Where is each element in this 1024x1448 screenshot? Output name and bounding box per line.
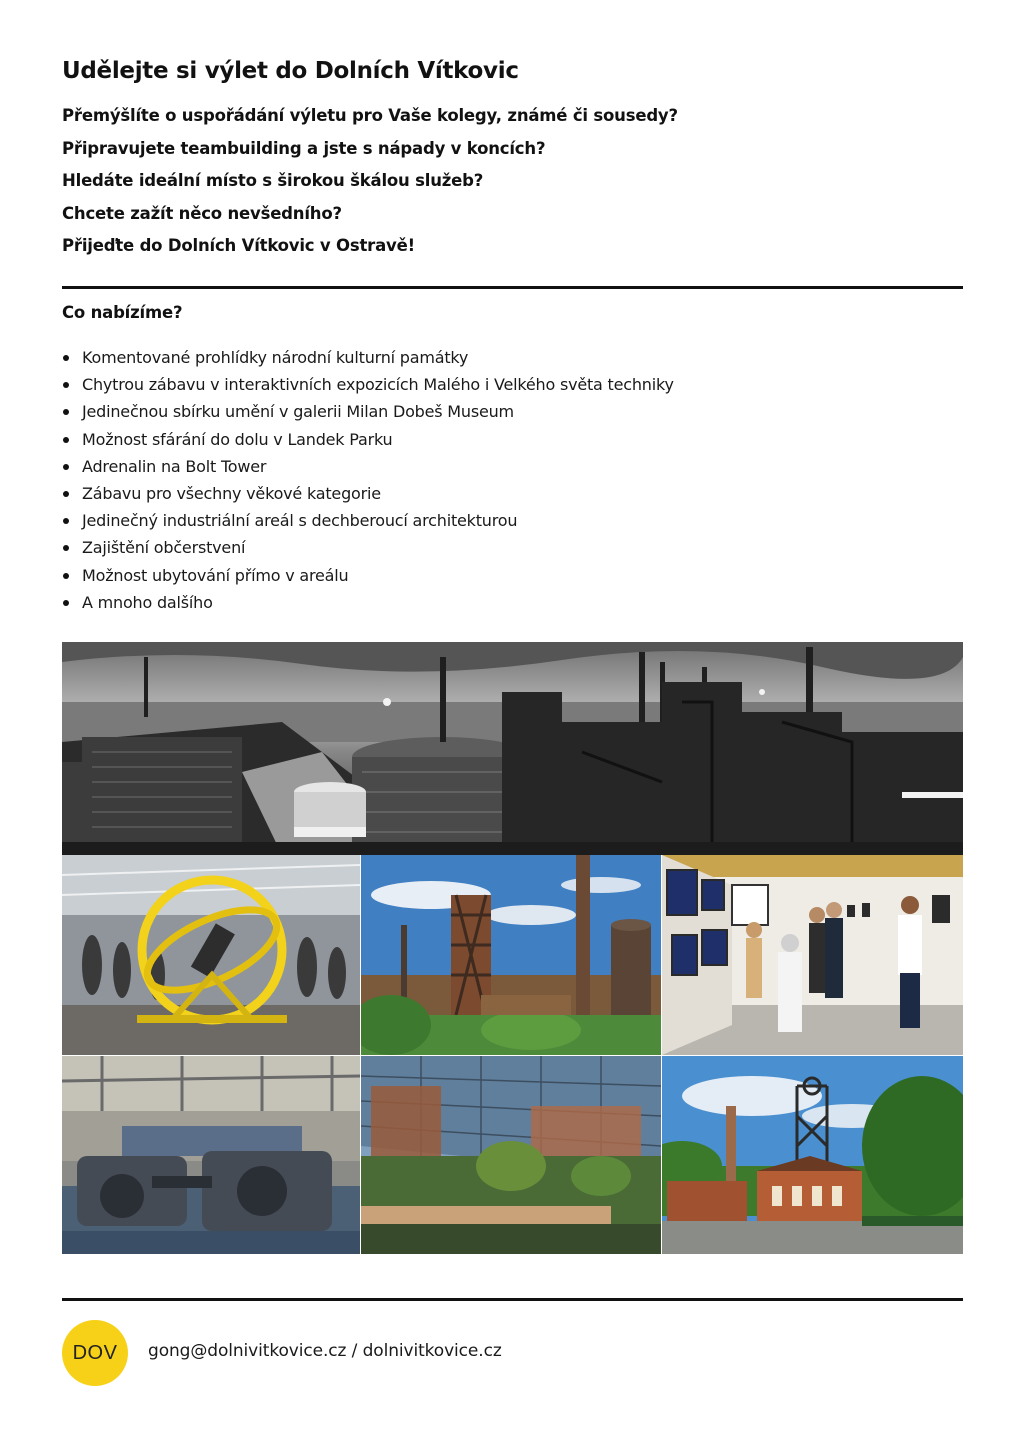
offer-heading: Co nabízíme? [62,303,183,322]
contact-separator: / [346,1341,363,1361]
divider-top [62,286,963,289]
list-item: Možnost sfárání do dolu v Landek Parku [62,428,674,455]
page-title: Udělejte si výlet do Dolních Vítkovic [62,58,519,84]
list-item: Komentované prohlídky národní kulturní památky [62,346,674,373]
machine-hall-photo [62,1056,360,1254]
list-item: Možnost ubytování přímo v areálu [62,564,674,591]
science-center-photo [62,855,360,1055]
list-item: A mnoho dalšího [62,591,674,618]
logo-text: DOV [72,1341,118,1364]
blast-furnace-photo [361,855,661,1055]
list-item: Jedinečný industriální areál s dechberoucí architekturou [62,509,674,536]
landek-park-photo [662,1056,963,1254]
intro-line: Chcete zažít něco nevšedního? [62,203,342,223]
flyer-page [62,0,963,1448]
gallery-photo [662,855,963,1055]
intro-questions [62,104,678,267]
intro-line: Přemýšlíte o uspořádání výletu pro Vaše kolegy, známé či sousedy? [62,106,678,125]
list-item: Jedinečnou sbírku umění v galerii Milan Dobeš Museum [62,400,674,427]
divider-bottom [62,1298,963,1301]
panorama-photo [62,642,963,855]
intro-line: Hledáte ideální místo s širokou škálou služeb? [62,171,484,190]
website-link[interactable]: dolnivitkovice.cz [362,1341,502,1361]
intro-line: Připravujete teambuilding a jste s nápady v koncích? [62,138,546,158]
glass-building-photo [361,1056,661,1254]
list-item: Zábavu pro všechny věkové kategorie [62,482,674,509]
offer-list [62,346,674,618]
list-item: Chytrou zábavu v interaktivních expozicích Malého i Velkého světa techniky [62,373,674,400]
list-item: Zajištění občerstvení [62,536,674,563]
intro-line: Přijeďte do Dolních Vítkovic v Ostravě! [62,236,415,255]
contact-line [148,1341,502,1361]
dov-logo [62,1320,128,1386]
list-item: Adrenalin na Bolt Tower [62,455,674,482]
email-link[interactable]: gong@dolnivitkovice.cz [148,1341,347,1361]
photo-collage [62,642,963,1254]
